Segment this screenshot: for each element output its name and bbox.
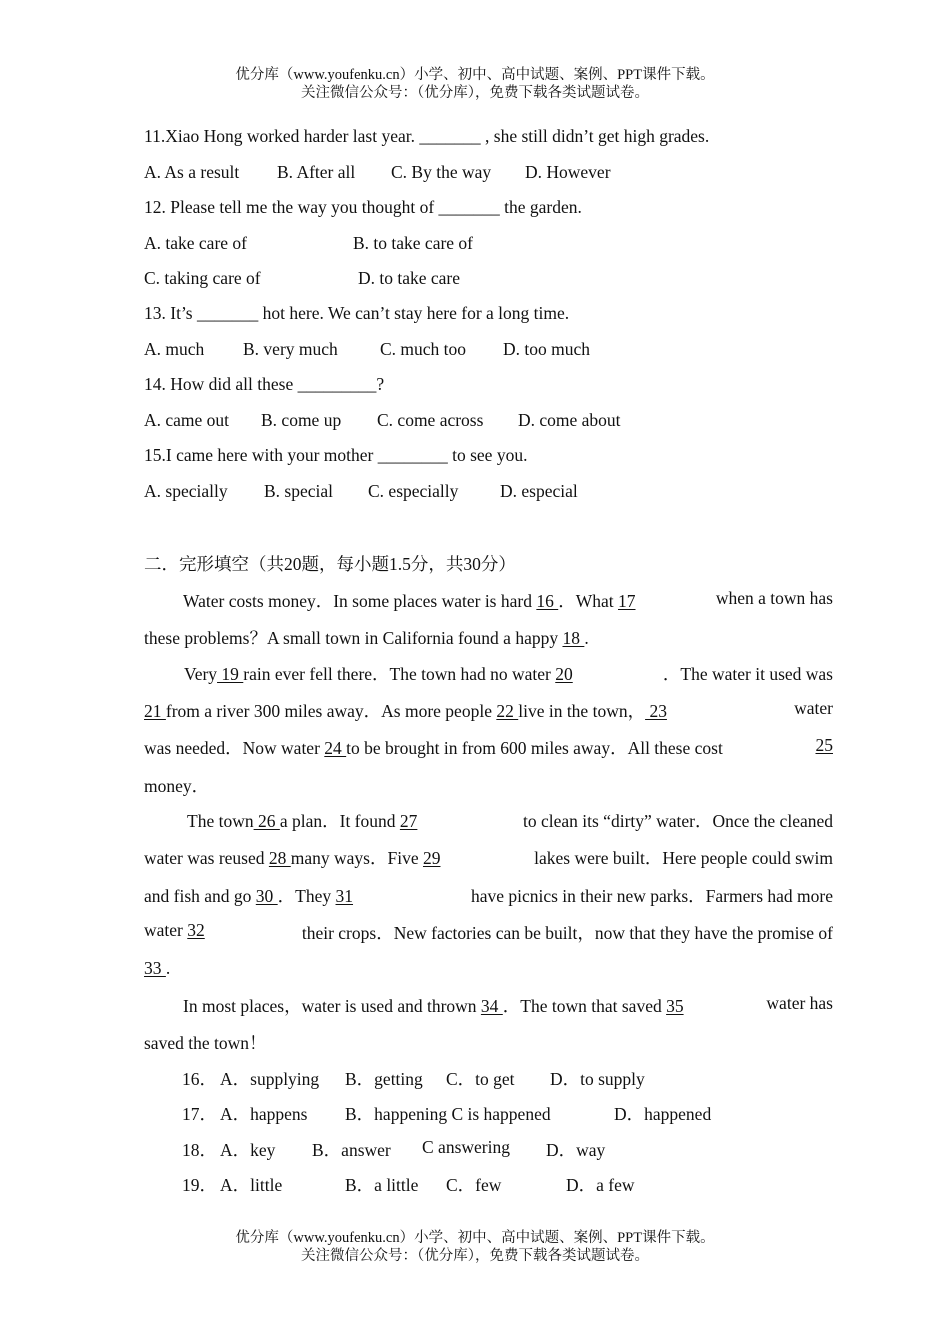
q11-option-a: A. As a result (144, 162, 240, 182)
q13-option-c: C. much too (380, 339, 467, 359)
cloze-p3-line5: 33 . (144, 958, 171, 978)
question-15-stem: 15.I came here with your mother ________ to see you. (144, 445, 528, 465)
q11-option-d: D. However (525, 162, 611, 182)
blank-16: 16 (536, 591, 559, 611)
blank-17: 17 (618, 591, 636, 611)
q13-option-b: B. very much (243, 339, 338, 359)
choice-16-option-c: C．to get (446, 1069, 515, 1089)
blank-19: 19 (217, 664, 244, 684)
question-13-stem: 13. It’s _______ hot here. We can’t stay here for a long time. (144, 303, 570, 323)
q13-option-d: D. too much (503, 339, 591, 359)
blank-21: 21 (144, 701, 166, 721)
choice-17-number: 17． (182, 1104, 217, 1124)
page-header-line2: 关注微信公众号：（优分库），免费下载各类试题试卷。 (301, 85, 649, 101)
q14-option-c: C. come across (377, 410, 484, 430)
page-header-line1: 优分库（www.youfenku.cn）小学、初中、高中试题、案例、PPT课件下载。 (235, 67, 715, 83)
page-footer-line2: 关注微信公众号：（优分库），免费下载各类试题试卷。 (301, 1248, 649, 1264)
choice-19-option-c: C．few (446, 1175, 502, 1195)
q12-option-b: B. to take care of (353, 233, 474, 253)
cloze-p3-line3: and fish and go 30 ．They 31 have picnics in their new parks．Farmers had more (144, 886, 833, 906)
blank-20: 20 (555, 664, 573, 684)
choice-19-number: 19． (182, 1175, 217, 1195)
blank-18: 18 (562, 628, 585, 648)
q12-option-a: A. take care of (144, 233, 247, 253)
cloze-p3-line1: The town 26 a plan．It found 27 to clean its “dirty” water．Once the cleaned (187, 811, 833, 831)
blank-24: 24 (324, 738, 347, 758)
choice-19-option-b: B．a little (345, 1175, 419, 1195)
page-footer-line1: 优分库（www.youfenku.cn）小学、初中、高中试题、案例、PPT课件下载。 (235, 1230, 715, 1246)
section-2-title: 二．完形填空（共20题，每小题1.5分，共30分） (144, 554, 516, 574)
cloze-p2-line3: was needed．Now water 24 to be brought in from 600 miles away．All these cost 25 (144, 735, 833, 758)
cloze-p1-line1: Water costs money．In some places water is hard 16 ．What 17 when a town has (183, 588, 833, 611)
blank-25: 25 (815, 735, 833, 755)
q14-option-b: B. come up (261, 410, 342, 430)
choice-17-option-a: A．happens (220, 1104, 308, 1124)
blank-22: 22 (496, 701, 519, 721)
choice-16-option-a: A．supplying (220, 1069, 320, 1089)
q15-option-d: D. especial (500, 481, 578, 501)
blank-33: 33 (144, 958, 166, 978)
choice-18-option-c: C answering (422, 1137, 510, 1157)
q14-option-a: A. came out (144, 410, 230, 430)
choice-16-option-b: B．getting (345, 1069, 423, 1089)
q13-option-a: A. much (144, 339, 205, 359)
blank-26: 26 (253, 811, 280, 831)
choice-17-option-d: D．happened (614, 1104, 712, 1124)
choice-18-option-d: D．way (546, 1140, 606, 1160)
blank-32: 32 (187, 920, 205, 940)
q12-option-c: C. taking care of (144, 268, 261, 288)
question-12-stem: 12. Please tell me the way you thought of _______ the garden. (144, 197, 582, 217)
choice-18-number: 18． (182, 1140, 217, 1160)
cloze-p4-line2: saved the town！ (144, 1033, 267, 1053)
cloze-p2-line1: Very 19 rain ever fell there．The town had no water 20 ．The water it used was (184, 664, 833, 684)
cloze-p2-line4: money． (144, 776, 210, 796)
choice-19-option-d: D．a few (566, 1175, 635, 1195)
blank-31: 31 (335, 886, 354, 906)
cloze-p3-line2: water was reused 28 many ways．Five 29 lakes were built．Here people could swim (144, 848, 833, 868)
choice-19-option-a: A．little (220, 1175, 283, 1195)
cloze-p1-line2: these problems？A small town in California found a happy 18 . (144, 628, 589, 648)
q15-option-c: C. especially (368, 481, 459, 501)
blank-34: 34 (480, 996, 503, 1016)
blank-23: 23 (645, 701, 667, 721)
question-14-stem: 14. How did all these _________? (144, 374, 385, 394)
cloze-p4-line1: In most places，water is used and thrown 34 ．The town that saved 35 water has (183, 993, 833, 1016)
choice-18-option-b: B．answer (312, 1140, 391, 1160)
blank-29: 29 (422, 848, 441, 868)
q14-option-d: D. come about (518, 410, 621, 430)
blank-28: 28 (268, 848, 291, 868)
cloze-p3-line4: water 32 their crops．New factories can be built，now that they have the promise of (144, 920, 833, 943)
blank-27: 27 (399, 811, 418, 831)
cloze-p2-line2: 21 from a river 300 miles away．As more people 22 live in the town， 23 water (144, 698, 833, 721)
choice-16-option-d: D．to supply (550, 1069, 645, 1089)
q15-option-b: B. special (264, 481, 334, 501)
choice-16-number: 16． (182, 1069, 217, 1089)
blank-35: 35 (666, 996, 684, 1016)
choice-17-option-bc: B．happening C is happened (345, 1104, 551, 1124)
q15-option-a: A. specially (144, 481, 228, 501)
choice-18-option-a: A．key (220, 1140, 276, 1160)
q11-option-b: B. After all (277, 162, 356, 182)
q12-option-d: D. to take care (358, 268, 461, 288)
q11-option-c: C. By the way (391, 162, 492, 182)
question-11-stem: 11.Xiao Hong worked harder last year. _______ , she still didn’t get high grades. (144, 126, 710, 146)
blank-30: 30 (255, 886, 278, 906)
